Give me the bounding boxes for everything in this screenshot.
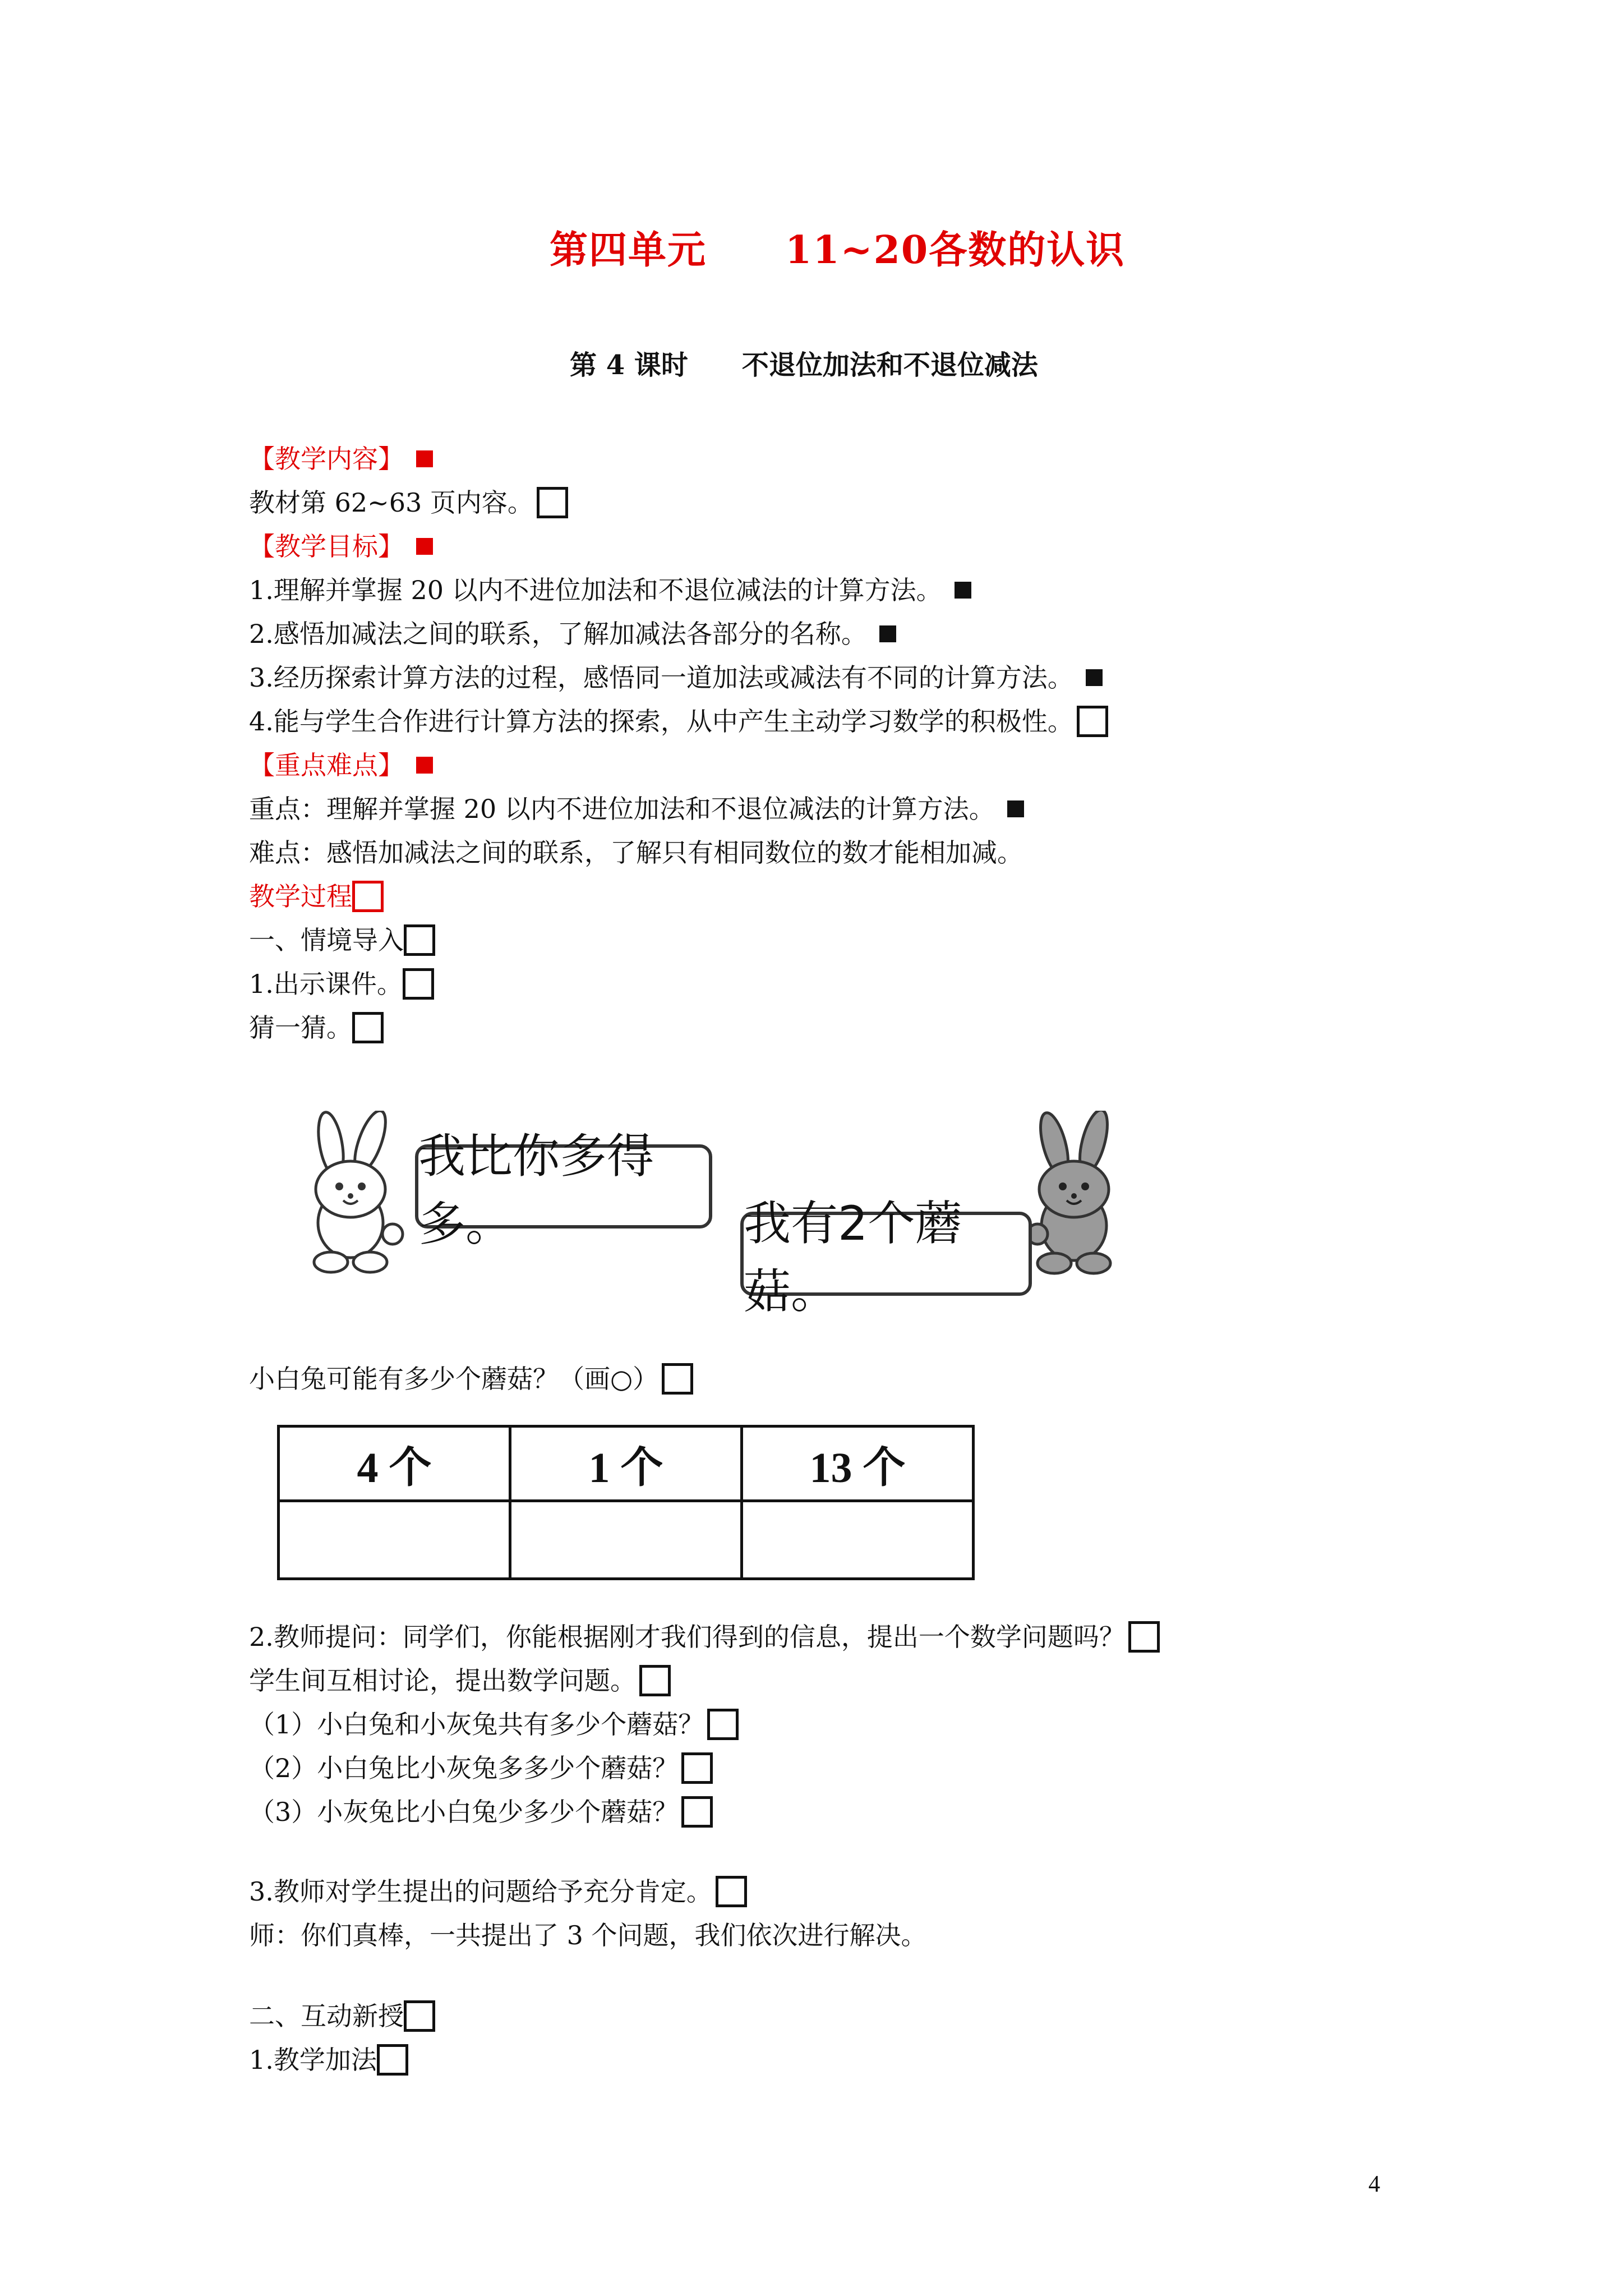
checkbox[interactable] [403, 968, 434, 1000]
white-rabbit-speech-bubble: 我比你多得多。 [415, 1144, 712, 1228]
choice-label: 4 个 [279, 1427, 510, 1501]
mushroom-choice-table [277, 1425, 975, 1580]
checkbox[interactable] [352, 881, 384, 912]
checkbox[interactable] [716, 1876, 747, 1907]
checkbox[interactable] [404, 924, 435, 956]
red-square-marker [416, 757, 433, 774]
checkbox[interactable] [537, 487, 568, 518]
table-row [279, 1427, 974, 1501]
black-square-marker [1086, 669, 1103, 686]
step-2: 二、互动新授 [249, 1995, 435, 2037]
gray-rabbit-speech-bubble: 我有2个蘑菇。 [740, 1212, 1032, 1296]
checkbox[interactable] [681, 1796, 713, 1828]
unit-title: 第四单元 11~20各数的认识 [550, 228, 1126, 273]
black-square-marker [879, 625, 896, 642]
goals-heading: 【教学目标】 [249, 525, 433, 568]
checkbox[interactable] [377, 2044, 408, 2076]
answer-cell[interactable] [279, 1501, 510, 1579]
goal-1: 1.理解并掌握 20 以内不进位加法和不退位减法的计算方法。 [249, 569, 971, 611]
step-1: 一、情境导入 [249, 919, 435, 961]
content-text-line: 教材第 62~63 页内容。 [249, 481, 568, 524]
content-heading: 【教学内容】 [249, 438, 433, 480]
answer-cell[interactable] [510, 1501, 742, 1579]
step-1-1: 1.出示课件。 [249, 963, 434, 1005]
checkbox[interactable] [1077, 706, 1108, 737]
checkbox[interactable] [352, 1012, 384, 1043]
white-rabbit-illustration [297, 1111, 421, 1285]
key-heading: 【重点难点】 [249, 744, 433, 786]
checkbox[interactable] [662, 1363, 693, 1395]
checkbox[interactable] [639, 1665, 671, 1696]
choice-label: 13 个 [742, 1427, 974, 1501]
process-heading: 教学过程 [249, 875, 384, 918]
question-1: （1）小白兔和小灰兔共有多少个蘑菇？ [249, 1703, 739, 1746]
checkbox[interactable] [1128, 1621, 1160, 1653]
question-3: （3）小灰兔比小白兔少多少个蘑菇？ [249, 1791, 713, 1833]
choice-label: 1 个 [510, 1427, 742, 1501]
black-square-marker [1007, 800, 1024, 817]
teacher-ask: 2.教师提问：同学们，你能根据刚才我们得到的信息，提出一个数学问题吗？ [249, 1616, 1160, 1658]
goal-3: 3.经历探索计算方法的过程，感悟同一道加法或减法有不同的计算方法。 [249, 656, 1103, 699]
key-point: 重点：理解并掌握 20 以内不进位加法和不退位减法的计算方法。 [249, 788, 1024, 830]
difficulty: 难点：感悟加减法之间的联系，了解只有相同数位的数才能相加减。 [249, 838, 1023, 868]
answer-cell[interactable] [742, 1501, 974, 1579]
checkbox[interactable] [681, 1752, 713, 1784]
black-square-marker [955, 582, 971, 599]
page-number: 4 [1368, 2171, 1380, 2197]
question-2: （2）小白兔比小灰兔多多少个蘑菇？ [249, 1747, 713, 1789]
student-discuss: 学生间互相讨论，提出数学问题。 [249, 1659, 671, 1702]
checkbox[interactable] [707, 1709, 739, 1740]
goal-2: 2.感悟加减法之间的联系，了解加减法各部分的名称。 [249, 613, 896, 655]
question-line: 小白兔可能有多少个蘑菇？（画○） [249, 1358, 693, 1400]
step-2-1: 1.教学加法 [249, 2039, 408, 2081]
goal-4: 4.能与学生合作进行计算方法的探索，从中产生主动学习数学的积极性。 [249, 700, 1108, 743]
teacher-affirm: 3.教师对学生提出的问题给予充分肯定。 [249, 1870, 747, 1913]
red-square-marker [416, 450, 433, 467]
guess-line: 猜一猜。 [249, 1006, 384, 1049]
table-row [279, 1501, 974, 1579]
lesson-title: 第 4 课时 不退位加法和不退位减法 [570, 349, 1038, 381]
teacher-remark: 师：你们真棒，一共提出了 3 个问题，我们依次进行解决。 [249, 1920, 927, 1950]
checkbox[interactable] [404, 2000, 435, 2032]
red-square-marker [416, 538, 433, 555]
